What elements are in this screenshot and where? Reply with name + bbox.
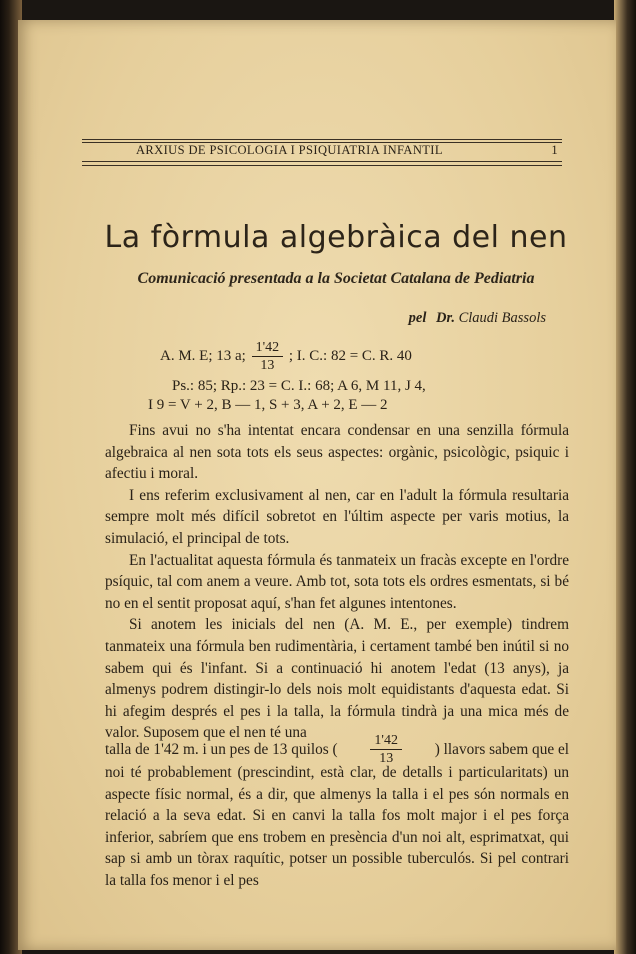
scanned-page (18, 20, 616, 950)
formula-fraction (252, 340, 284, 373)
author-title: Dr. (436, 310, 455, 326)
byline-prefix: pel (408, 310, 427, 326)
article-subtitle: Comunicació presentada a la Societat Catalana de Pediatria (137, 270, 535, 287)
fraction-denominator: 13 (379, 751, 394, 766)
fraction-denominator: 13 (260, 358, 275, 373)
paragraph: Si anotem les inicials del nen (A. M. E., per exemple) tindrem tanmateix una fórmula ben rudimentària, i certament també ben inútil si no sabem qui és l'infant. Si a continuació hi anotem l'edat (13 anys), ja almenys podrem distingir-lo dels nois molt equidistants d'aquesta edat. Si hi afegim després el pes i la talla, la fórmula tindrà ja una mica més de valor. Suposem que el nen té una (105, 616, 569, 742)
formula-line-2: Ps.: 85; Rp.: 23 = C. I.: 68; A 6, M 11, J 4, (172, 378, 426, 394)
inline-line-start: talla de 1'42 m. i un pes de 13 quilos ( (105, 740, 338, 758)
page-number: 1 (551, 143, 558, 157)
author-name: Claudi Bassols (458, 310, 546, 326)
formula-line-3: I 9 = V + 2, B — 1, S + 3, A + 2, E — 2 (148, 397, 388, 413)
header-rule-bottom (82, 161, 562, 162)
header-rule-bottom-2 (82, 165, 562, 166)
paragraph: Fins avui no s'ha intentat encara condensar en una senzilla fórmula algebraica al nen sota tots els seus aspectes: orgànic, psicològic, psiquic i afectiu i moral. (105, 422, 569, 483)
paragraph-continuation: noi té probablement (prescindint, està clar, de detalls i particularitats) un aspecte físic normal, és a dir, que almenys la talla i el pes són normals en relació a la seva edat. Si en canvi la talla fos molt major i el pes força inferior, sabríem que ens trobem en presència d'un noi alt, esprimatxat, qui sap si amb un tòrax raquític, potser un possible tuberculós. Si pel contrari la talla fos menor i el pes (105, 764, 569, 889)
paragraph: I ens referim exclusivament al nen, car en l'adult la fórmula resultaria sempre molt més difícil sobretot en l'últim aspecte per varis motius, la simulació, el principal de tots. (105, 486, 569, 547)
article-title: La fòrmula algebràica del nen (104, 220, 568, 255)
running-header (82, 143, 562, 158)
fraction-numerator: 1'42 (370, 733, 402, 750)
header-rule-top (82, 139, 562, 140)
journal-title: ARXIUS DE PSICOLOGIA I PSIQUIATRIA INFANTIL (136, 143, 443, 157)
formula-line-1-end: ; I. C.: 82 = C. R. 40 (288, 347, 412, 364)
paragraph: En l'actualitat aquesta fórmula és tanmateix un fracàs excepte en l'ordre psíquic, tal com anem a veure. Amb tot, sota tots els ordres esmentats, si bé no en el sentit proposat aquí, s'han fet algunes intentones. (105, 551, 569, 612)
body-text-continued (105, 762, 569, 892)
formula-line-1-start: A. M. E; 13 a; (160, 347, 246, 364)
author-byline (409, 310, 546, 327)
page-edge (614, 0, 636, 954)
formula-line-1 (160, 340, 412, 373)
body-text (105, 420, 569, 744)
inline-line-end: ) llavors sabem que el (434, 740, 569, 758)
fraction-numerator: 1'42 (252, 340, 284, 357)
